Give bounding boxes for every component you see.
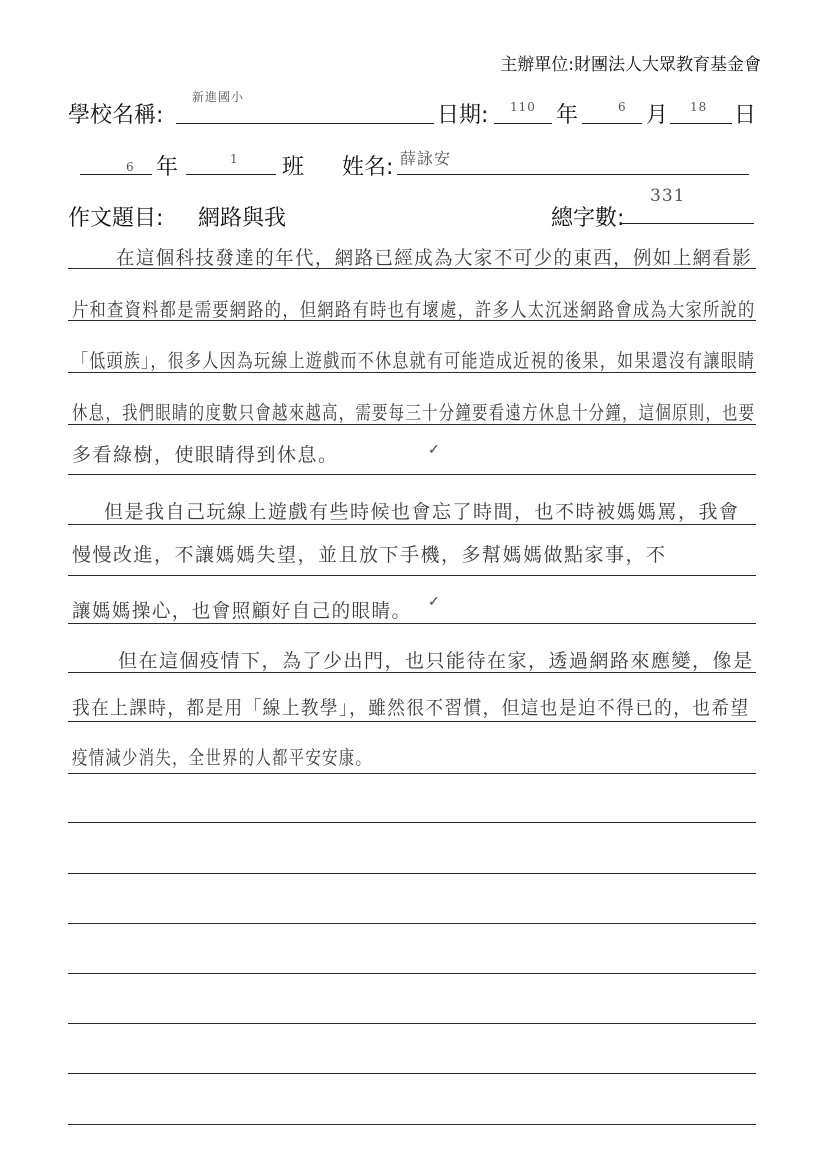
- essay-line: 讓媽媽操心，也會照顧好自己的眼睛。: [72, 600, 412, 622]
- class-value: 1: [230, 152, 239, 166]
- date-day-line: [670, 123, 732, 124]
- ruled-line: [68, 524, 756, 525]
- ruled-line: [68, 474, 756, 475]
- name-label: 姓名:: [342, 155, 394, 180]
- date-year-line: [494, 123, 552, 124]
- essay-line: 我在上課時，都是用「線上教學」，雖然很不習慣，但這也是迫不得已的，也希望: [72, 697, 750, 719]
- essay-title-label: 作文題目:: [68, 206, 164, 231]
- essay-line: 在這個科技發達的年代，網路已經成為大家不可少的東西，例如上網看影: [116, 247, 753, 269]
- ruled-line: [68, 773, 756, 774]
- name-value: 薛詠安: [400, 149, 452, 168]
- date-day-value: 18: [690, 100, 708, 114]
- essay-title-value: 網路與我: [198, 206, 287, 231]
- word-count-label: 總字數:: [551, 206, 625, 231]
- correction-mark: ✓: [428, 594, 440, 610]
- day-label: 日: [734, 103, 757, 128]
- grade-line: [80, 174, 152, 175]
- date-month-line: [582, 123, 642, 124]
- essay-line: 慢慢改進，不讓媽媽失望，並且放下手機，多幫媽媽做點家事，不: [72, 544, 667, 566]
- date-label: 日期:: [437, 103, 489, 128]
- ruled-line: [68, 575, 756, 576]
- essay-line: 多看綠樹，使眼睛得到休息。: [72, 444, 339, 466]
- school-name-value: 新進國小: [192, 90, 245, 104]
- word-count-value: 331: [650, 186, 686, 206]
- essay-line: 休息，我們眼睛的度數只會越來越高，需要每三十分鐘要看遠方休息十分鐘，這個原則，也要: [72, 402, 756, 424]
- ruled-line: [68, 923, 756, 924]
- ruled-line: [68, 1124, 756, 1125]
- year-label: 年: [556, 103, 579, 128]
- name-line: [397, 174, 749, 175]
- essay-line: 但在這個疫情下，為了少出門，也只能待在家，透過網路來應變，像是: [118, 650, 754, 672]
- month-label: 月: [646, 103, 669, 128]
- school-name-line: [176, 123, 434, 124]
- organizer-text: 主辦單位:財團法人大眾教育基金會: [500, 55, 761, 75]
- date-year-value: 110: [510, 100, 536, 114]
- school-name-label: 學校名稱:: [68, 103, 164, 128]
- class-line: [186, 174, 276, 175]
- essay-line: 片和查資料都是需要網路的，但網路有時也有壞處，許多人太沉迷網路會成為大家所說的: [72, 299, 756, 321]
- grade-value: 6: [126, 160, 135, 174]
- ruled-line: [68, 1073, 756, 1074]
- class-label: 班: [282, 155, 305, 180]
- essay-line: 「低頭族」，很多人因為玩線上遊戲而不休息就有可能造成近視的後果，如果還沒有讓眼睛: [72, 350, 756, 372]
- ruled-line: [68, 973, 756, 974]
- ruled-line: [68, 721, 756, 722]
- ruled-line: [68, 873, 756, 874]
- grade-label: 年: [156, 155, 179, 180]
- date-month-value: 6: [618, 100, 627, 114]
- ruled-line: [68, 1023, 756, 1024]
- ruled-line: [68, 822, 756, 823]
- essay-line: 但是我自己玩線上遊戲有些時候也會忘了時間，也不時被媽媽罵，我會: [104, 501, 740, 523]
- ruled-line: [68, 623, 756, 624]
- word-count-line: [622, 223, 754, 224]
- essay-line: 疫情減少消失，全世界的人都平安安康。: [72, 747, 373, 769]
- correction-mark: ✓: [428, 442, 440, 458]
